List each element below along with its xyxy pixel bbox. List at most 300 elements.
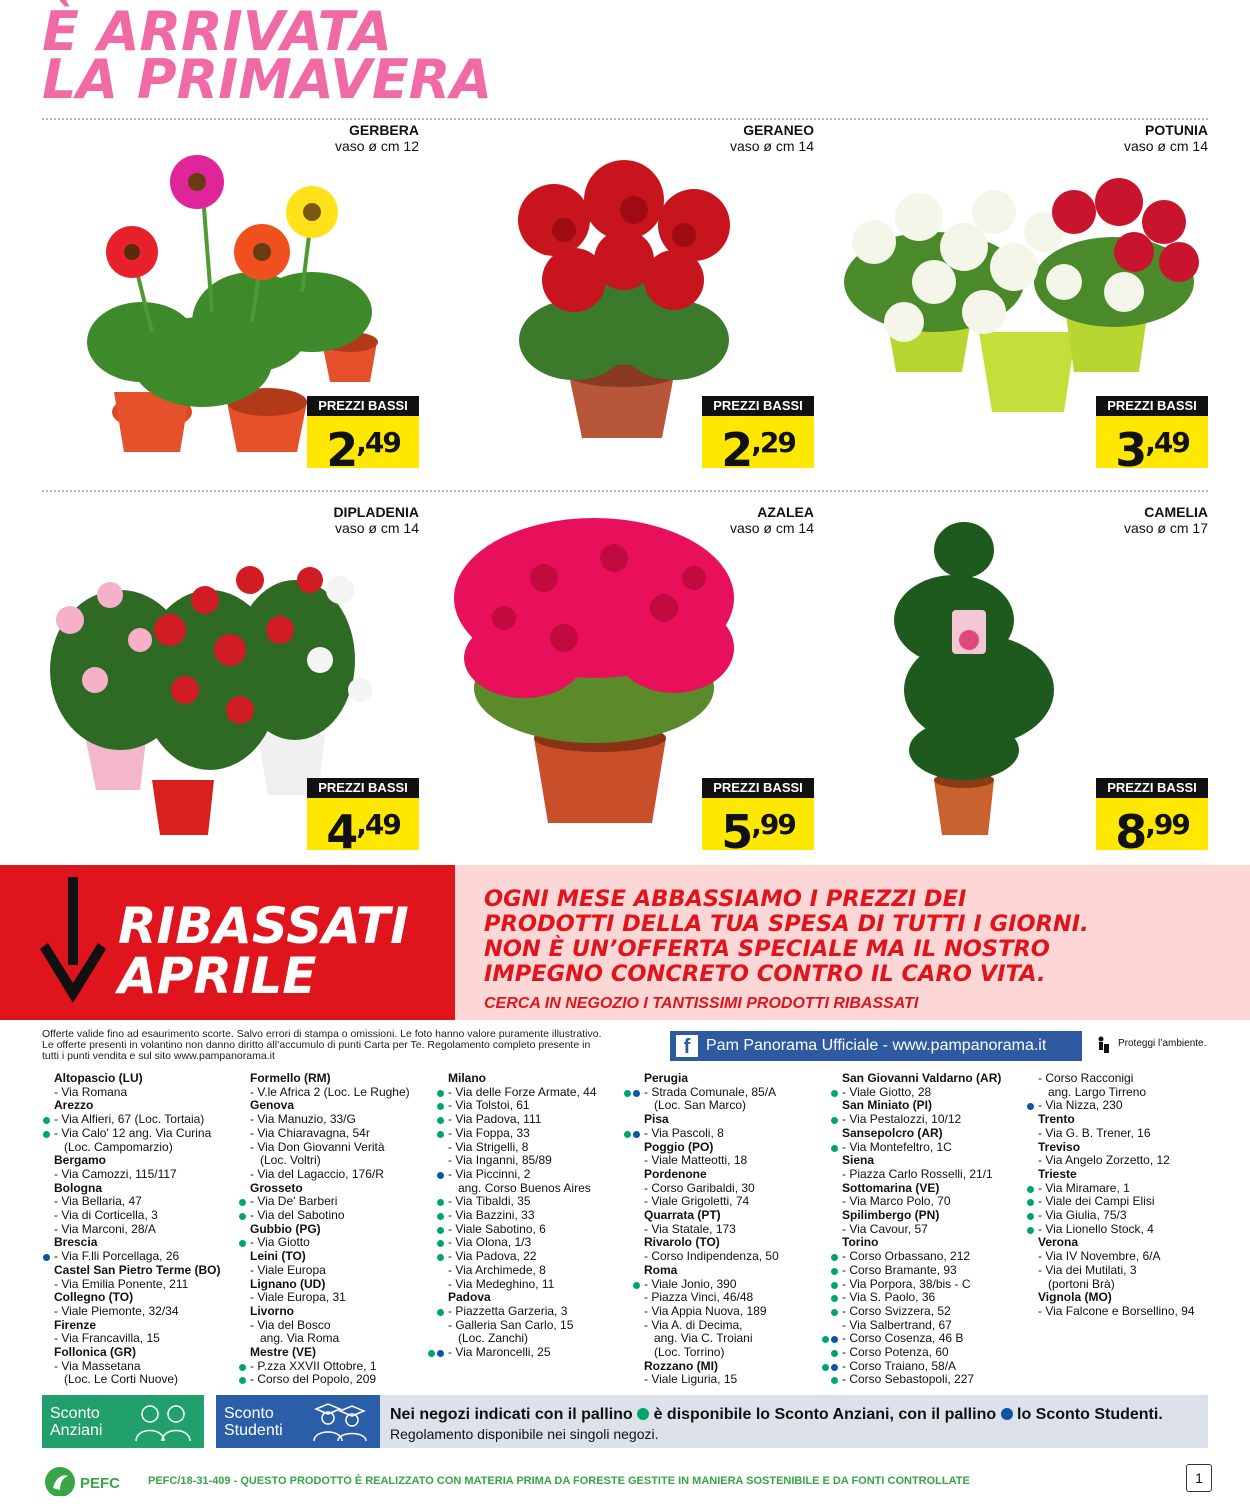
product-name: DIPLADENIA (333, 504, 419, 520)
store-text: (Loc. Torrino) (654, 1345, 725, 1360)
store-text: - Via Tibaldi, 35 (448, 1194, 531, 1209)
store-address (42, 1141, 242, 1155)
store-text: - Via Archimede, 8 (448, 1262, 546, 1277)
store-text: Altopascio (LU) (54, 1071, 143, 1085)
store-text: Perugia (644, 1071, 689, 1085)
slogan-line: PRODOTTI DELLA TUA SPESA DI TUTTI I GIORNI. (484, 911, 1089, 937)
store-address (42, 1332, 242, 1346)
elderly-people-icon (132, 1401, 194, 1441)
store-text: Lignano (UD) (250, 1276, 326, 1291)
store-address (830, 1346, 1030, 1360)
store-city (830, 1099, 1030, 1113)
store-text: - Via Massetana (54, 1358, 141, 1373)
store-text: Leini (TO) (250, 1249, 306, 1264)
store-city (632, 1360, 832, 1374)
store-text: - Via Padova, 22 (448, 1249, 537, 1264)
store-address (436, 1209, 636, 1223)
store-text: ang. Largo Tirreno (1048, 1084, 1147, 1099)
store-city (830, 1127, 1030, 1141)
store-text: - Via del Lagaccio, 176/R (250, 1166, 384, 1181)
store-text: Roma (644, 1262, 678, 1277)
store-text: - Galleria San Carlo, 15 (448, 1317, 574, 1332)
price-tag (702, 396, 814, 477)
store-text: ang. Via C. Troiani (654, 1331, 753, 1346)
store-address (830, 1195, 1030, 1209)
product-size: vaso ø cm 14 (729, 138, 814, 154)
store-address (238, 1113, 438, 1127)
store-address (436, 1195, 636, 1209)
green-dot-icon (239, 1364, 246, 1371)
store-city (42, 1264, 242, 1278)
store-text: - Via Bazzini, 33 (448, 1208, 535, 1223)
store-address (830, 1305, 1030, 1319)
price-value: $8^{,99}$ (1096, 798, 1208, 850)
svg-text:PEFC: PEFC (80, 1475, 121, 1492)
sconto-studenti-badge (216, 1395, 380, 1448)
blue-dot-icon (633, 1090, 640, 1097)
store-text: Rivarolo (TO) (644, 1235, 720, 1250)
store-text: ang. Corso Buenos Aires (458, 1180, 591, 1195)
store-text: - Piazza Carlo Rosselli, 21/1 (842, 1166, 993, 1181)
store-text: - Viale Jonio, 390 (644, 1276, 737, 1291)
disclaimer-line: Offerte valide fino ad esaurimento scorte. Salvo errori di stampa o omissioni. Le foto hanno valore puramente illustrativo. (42, 1028, 602, 1040)
sconto-anziani-label: Sconto Anziani (50, 1405, 103, 1439)
store-address (238, 1168, 438, 1182)
product-size: vaso ø cm 12 (334, 138, 419, 154)
title-line-2: LA PRIMAVERA (42, 48, 493, 111)
product-camelia[interactable] (818, 504, 1208, 864)
store-text: - Via Calo' 12 ang. Via Curina (54, 1125, 212, 1140)
store-address (238, 1086, 438, 1100)
store-text: - Corso del Popolo, 209 (250, 1372, 377, 1387)
green-dot-icon (239, 1199, 246, 1206)
green-dot-icon (437, 1117, 444, 1124)
store-text: - Via Appia Nuova, 189 (644, 1303, 767, 1318)
store-text: - Via dei Mutilati, 3 (1038, 1262, 1137, 1277)
store-address (830, 1141, 1030, 1155)
green-dot-icon (831, 1350, 838, 1357)
store-text: - Via Strigelli, 8 (448, 1139, 529, 1154)
store-address (238, 1195, 438, 1209)
store-text: - Strada Comunale, 85/A (644, 1084, 777, 1099)
discount-info-line: Nei negozi indicati con il pallino è disponibile lo Sconto Anziani, con il pallino lo Sconto Studenti. (390, 1406, 1163, 1423)
store-city (42, 1236, 242, 1250)
store-address (238, 1291, 438, 1305)
green-dot-icon (437, 1103, 444, 1110)
store-text: - Via Marco Polo, 70 (842, 1194, 951, 1209)
store-text: - Via Olona, 1/3 (448, 1235, 532, 1250)
store-text: - Via Pascoli, 8 (644, 1125, 724, 1140)
store-address (238, 1264, 438, 1278)
green-dot-icon (437, 1309, 444, 1316)
store-address (42, 1360, 242, 1374)
facebook-link[interactable] (670, 1031, 1082, 1061)
store-text: - Via Maroncelli, 25 (448, 1345, 551, 1360)
store-text: - Viale Matteotti, 18 (644, 1153, 748, 1168)
store-address (436, 1250, 636, 1264)
price-tag (1096, 396, 1208, 477)
store-text: - Viale dei Campi Elisi (1038, 1194, 1155, 1209)
store-address (238, 1236, 438, 1250)
store-text: - Via Salbertrand, 67 (842, 1317, 952, 1332)
store-text: (Loc. Le Corti Nuove) (64, 1372, 179, 1387)
store-address (1026, 1154, 1226, 1168)
stores-column (1026, 1072, 1226, 1319)
blue-dot-icon (437, 1172, 444, 1179)
product-dipladenia[interactable] (28, 504, 419, 864)
blue-dot-icon (633, 1131, 640, 1138)
store-text: - Via Manuzio, 33/G (250, 1112, 356, 1127)
store-text: Pordenone (644, 1166, 707, 1181)
store-address (238, 1319, 438, 1333)
store-city (632, 1113, 832, 1127)
store-address (42, 1373, 242, 1387)
store-text: - Via Romana (54, 1084, 128, 1099)
green-dot-icon (1027, 1186, 1034, 1193)
store-address (1026, 1099, 1226, 1113)
store-city (632, 1209, 832, 1223)
price-tag (307, 778, 419, 859)
store-text: - Via del Sabotino (250, 1208, 345, 1223)
store-address (436, 1236, 636, 1250)
store-address (42, 1086, 242, 1100)
product-name: CAMELIA (1144, 504, 1208, 520)
store-text: - Via Don Giovanni Verità (250, 1139, 385, 1154)
store-text: - Via Porpora, 38/bis - C (842, 1276, 971, 1291)
store-text: San Miniato (PI) (842, 1098, 932, 1113)
store-text: Trieste (1038, 1166, 1077, 1181)
store-address (42, 1113, 242, 1127)
blue-dot-icon (43, 1254, 50, 1261)
store-text: - Viale Grigoletti, 74 (644, 1194, 750, 1209)
store-address (436, 1168, 636, 1182)
store-text: - Viale Giotto, 28 (842, 1084, 932, 1099)
divider (42, 490, 1208, 492)
store-address (830, 1250, 1030, 1264)
store-address (436, 1264, 636, 1278)
green-dot-icon (437, 1131, 444, 1138)
green-dot-icon (633, 1282, 640, 1289)
store-address (436, 1141, 636, 1155)
store-city (238, 1278, 438, 1292)
discount-info (380, 1395, 1208, 1448)
store-address (436, 1223, 636, 1237)
price-value: $2^{,29}$ (702, 416, 814, 468)
green-dot-icon (239, 1240, 246, 1247)
store-address (436, 1154, 636, 1168)
store-text: - Via IV Novembre, 6/A (1038, 1249, 1161, 1264)
store-address (830, 1373, 1030, 1387)
store-address (632, 1223, 832, 1237)
discount-info-note: Regolamento disponibile nei singoli negozi. (390, 1426, 659, 1442)
store-text: - Corso Potenza, 60 (842, 1345, 949, 1360)
store-text: - Via A. di Decima, (644, 1317, 743, 1332)
store-address (1026, 1223, 1226, 1237)
store-text: - Via Padova, 111 (448, 1112, 542, 1127)
price-tag (307, 396, 419, 477)
store-address (238, 1332, 438, 1346)
store-address (436, 1127, 636, 1141)
store-text: Castel San Pietro Terme (BO) (54, 1262, 221, 1277)
store-city (830, 1236, 1030, 1250)
store-city (1026, 1113, 1226, 1127)
store-text: Siena (842, 1153, 875, 1168)
banner-slogan (484, 887, 1224, 987)
store-city (830, 1182, 1030, 1196)
store-address (632, 1182, 832, 1196)
green-dot-icon (437, 1240, 444, 1247)
store-address (1026, 1305, 1226, 1319)
store-address (830, 1291, 1030, 1305)
store-text: - Corso Indipendenza, 50 (644, 1249, 779, 1264)
banner-title-1: RIBASSATI (118, 897, 409, 955)
store-text: - Corso Cosenza, 46 B (842, 1331, 964, 1346)
store-city (42, 1182, 242, 1196)
green-dot-icon (637, 1408, 649, 1420)
store-text: Formello (RM) (250, 1071, 331, 1085)
green-dot-icon (239, 1377, 246, 1384)
store-city (238, 1182, 438, 1196)
store-text: Firenze (54, 1317, 97, 1332)
green-dot-icon (831, 1145, 838, 1152)
product-geraneo[interactable] (424, 122, 814, 482)
price-head: PREZZI BASSI (1096, 396, 1208, 416)
store-address (632, 1319, 832, 1333)
banner-title-2: APRILE (118, 947, 317, 1005)
store-address (436, 1305, 636, 1319)
store-text: - Via Statale, 173 (644, 1221, 736, 1236)
store-city (238, 1223, 438, 1237)
product-azalea[interactable] (424, 504, 814, 864)
store-address (42, 1168, 242, 1182)
store-address (1026, 1182, 1226, 1196)
store-text: - Piazzetta Garzeria, 3 (448, 1303, 568, 1318)
potunia-image (834, 172, 1204, 422)
disclaimer-line: tutti i punti vendita e sul sito www.pampanorama.it (42, 1050, 275, 1062)
stores-column (830, 1072, 1030, 1387)
store-city (238, 1072, 438, 1086)
store-text: Collegno (TO) (54, 1290, 134, 1305)
arrow-down-icon (38, 877, 108, 1007)
store-text: Follonica (GR) (54, 1345, 136, 1360)
stores-column (436, 1072, 636, 1360)
price-tag (1096, 778, 1208, 859)
price-head: PREZZI BASSI (702, 396, 814, 416)
stores-column (238, 1072, 438, 1387)
store-text: - Corso Racconigi (1038, 1071, 1134, 1085)
store-address (42, 1305, 242, 1319)
store-address (436, 1278, 636, 1292)
store-text: - Corso Traiano, 58/A (842, 1358, 957, 1373)
store-text: Grosseto (250, 1180, 303, 1195)
product-gerbera[interactable] (28, 122, 419, 482)
store-text: Vignola (MO) (1038, 1290, 1112, 1305)
price-head: PREZZI BASSI (702, 778, 814, 798)
price-head: PREZZI BASSI (1096, 778, 1208, 798)
store-text: - Via G. B. Trener, 16 (1038, 1125, 1151, 1140)
store-text: Bergamo (54, 1153, 107, 1168)
sconto-studenti-label: Sconto Studenti (224, 1405, 283, 1439)
product-potunia[interactable] (818, 122, 1208, 482)
green-dot-icon (831, 1117, 838, 1124)
store-city (238, 1250, 438, 1264)
store-text: - Via del Bosco (250, 1317, 331, 1332)
store-address (436, 1332, 636, 1346)
green-dot-icon (239, 1213, 246, 1220)
store-address (1026, 1127, 1226, 1141)
ribassati-banner (0, 865, 1250, 1020)
store-text: - Viale Europa, 31 (250, 1290, 346, 1305)
store-text: Gubbio (PG) (250, 1221, 321, 1236)
green-dot-icon (1027, 1213, 1034, 1220)
store-city (238, 1305, 438, 1319)
store-address (1026, 1278, 1226, 1292)
store-text: San Giovanni Valdarno (AR) (842, 1071, 1002, 1085)
green-dot-icon (437, 1254, 444, 1261)
store-text: Livorno (250, 1303, 294, 1318)
store-text: - Via Miramare, 1 (1038, 1180, 1130, 1195)
green-dot-icon (437, 1199, 444, 1206)
store-address (632, 1305, 832, 1319)
title-line-1: È ARRIVATA (42, 0, 392, 63)
green-dot-icon (831, 1268, 838, 1275)
store-text: - Via Bellaria, 47 (54, 1194, 142, 1209)
store-address (238, 1373, 438, 1387)
product-name: GERBERA (348, 122, 419, 138)
store-text: - Viale Sabotino, 6 (448, 1221, 546, 1236)
green-dot-icon (831, 1282, 838, 1289)
store-text: Rozzano (MI) (644, 1358, 718, 1373)
store-address (830, 1319, 1030, 1333)
product-size: vaso ø cm 14 (334, 520, 419, 536)
store-text: Arezzo (54, 1098, 94, 1113)
store-text: - Via Tolstoi, 61 (448, 1098, 530, 1113)
store-address (830, 1113, 1030, 1127)
store-text: - Corso Garibaldi, 30 (644, 1180, 755, 1195)
green-dot-icon (831, 1254, 838, 1261)
store-text: - Via Camozzi, 115/117 (54, 1166, 177, 1181)
store-text: - Via Lionello Stock, 4 (1038, 1221, 1154, 1236)
product-name: AZALEA (757, 504, 814, 520)
slogan-line: NON È UN’OFFERTA SPECIALE MA IL NOSTRO (484, 936, 1050, 962)
banner-red-panel (0, 865, 455, 1020)
store-text: - Via De' Barberi (250, 1194, 338, 1209)
store-text: - Via Inganni, 85/89 (448, 1153, 552, 1168)
store-text: Torino (842, 1235, 879, 1250)
store-text: (Loc. San Marco) (654, 1098, 747, 1113)
green-dot-icon (437, 1213, 444, 1220)
disclaimer (42, 1029, 662, 1062)
price-head: PREZZI BASSI (307, 396, 419, 416)
store-text: - Via F.lli Porcellaga, 26 (54, 1249, 180, 1264)
green-dot-icon (831, 1295, 838, 1302)
store-city (1026, 1168, 1226, 1182)
store-address (830, 1264, 1030, 1278)
store-text: Quarrata (PT) (644, 1208, 721, 1223)
store-address (632, 1250, 832, 1264)
blue-dot-icon (831, 1336, 838, 1343)
price-value: $3^{,49}$ (1096, 416, 1208, 468)
store-address (238, 1209, 438, 1223)
store-address (632, 1086, 832, 1100)
green-dot-icon (831, 1377, 838, 1384)
store-address (830, 1086, 1030, 1100)
pefc-logo (44, 1466, 144, 1496)
store-address (238, 1154, 438, 1168)
store-address (830, 1223, 1030, 1237)
store-address (632, 1346, 832, 1360)
store-text: - Via Piccinni, 2 (448, 1166, 531, 1181)
store-text: (Loc. Voltri) (260, 1153, 321, 1168)
store-city (238, 1346, 438, 1360)
disclaimer-line: Le offerte presenti in volantino non danno diritto all’accumulo di punti Carta per Te. Regolamento completo presente in (42, 1039, 591, 1051)
store-address (42, 1250, 242, 1264)
store-address (42, 1127, 242, 1141)
store-text: - Via S. Paolo, 36 (842, 1290, 936, 1305)
store-text: Pisa (644, 1112, 669, 1127)
store-city (238, 1099, 438, 1113)
green-dot-icon (437, 1227, 444, 1234)
store-address (42, 1195, 242, 1209)
store-city (42, 1099, 242, 1113)
store-text: Bologna (54, 1180, 102, 1195)
store-text: - Via Giotto (250, 1235, 310, 1250)
green-dot-icon (1027, 1199, 1034, 1206)
store-text: Treviso (1038, 1139, 1081, 1154)
product-size: vaso ø cm 17 (1123, 520, 1208, 536)
store-address (436, 1086, 636, 1100)
product-size: vaso ø cm 14 (729, 520, 814, 536)
blue-dot-icon (437, 1350, 444, 1357)
store-text: - Via Emilia Ponente, 211 (54, 1276, 189, 1291)
store-address (238, 1127, 438, 1141)
store-text: - Piazza Vinci, 46/48 (644, 1290, 754, 1305)
store-address (1026, 1195, 1226, 1209)
slogan-line: OGNI MESE ABBASSIAMO I PREZZI DEI (484, 886, 967, 912)
store-address (632, 1332, 832, 1346)
blue-dot-icon (1001, 1408, 1013, 1420)
facebook-text: Pam Panorama Ufficiale - www.pampanorama.it (706, 1037, 1047, 1054)
store-text: - Via Cavour, 57 (842, 1221, 928, 1236)
store-address (1026, 1072, 1226, 1086)
sconto-anziani-badge (42, 1395, 204, 1448)
product-name: POTUNIA (1145, 122, 1208, 138)
store-city (830, 1072, 1030, 1086)
store-city (632, 1141, 832, 1155)
store-text: - Corso Orbassano, 212 (842, 1249, 971, 1264)
store-address (1026, 1209, 1226, 1223)
store-text: - Viale Europa (250, 1262, 326, 1277)
store-text: - Via Medeghino, 11 (448, 1276, 555, 1291)
store-address (436, 1182, 636, 1196)
store-address (632, 1127, 832, 1141)
green-dot-icon (428, 1350, 435, 1357)
stores-column (42, 1072, 242, 1387)
store-text: - P.zza XXVII Ottobre, 1 (250, 1358, 377, 1373)
store-text: Mestre (VE) (250, 1345, 317, 1360)
store-text: - Via Angelo Zorzetto, 12 (1038, 1153, 1170, 1168)
store-text: - Via Chiaravagna, 54r (250, 1125, 370, 1140)
store-text: - Via delle Forze Armate, 44 (448, 1084, 597, 1099)
store-text: - Via Nizza, 230 (1038, 1098, 1123, 1113)
store-city (42, 1291, 242, 1305)
store-city (632, 1168, 832, 1182)
store-text: (portoni Brà) (1048, 1276, 1115, 1291)
green-dot-icon (831, 1090, 838, 1097)
page-title (42, 0, 493, 111)
store-address (436, 1113, 636, 1127)
price-value: $5^{,99}$ (702, 798, 814, 850)
